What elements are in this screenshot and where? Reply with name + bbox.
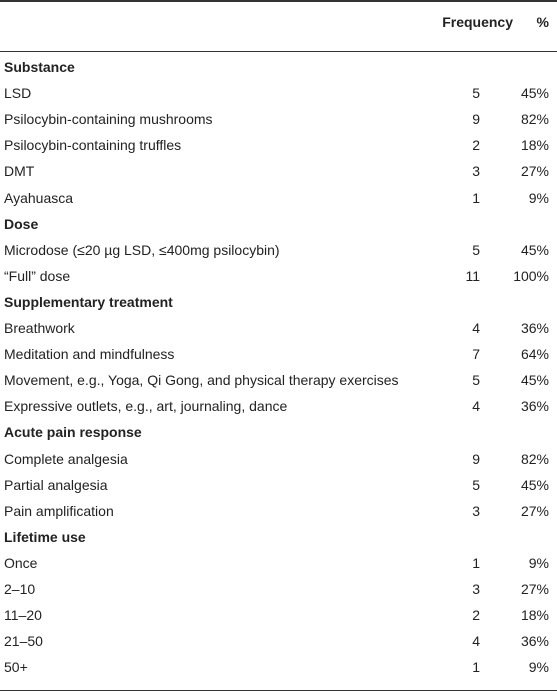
frequency-cell: 4 bbox=[472, 633, 480, 650]
percent-cell: 100% bbox=[513, 267, 549, 284]
table-row bbox=[0, 133, 557, 157]
frequency-cell: 2 bbox=[472, 607, 480, 624]
frequency-cell: 4 bbox=[472, 398, 480, 415]
table-row bbox=[0, 107, 557, 131]
table-row bbox=[0, 186, 557, 210]
percent-cell: 9% bbox=[528, 659, 549, 676]
percent-column-header: % bbox=[536, 14, 549, 30]
section-title: Acute pain response bbox=[4, 424, 142, 441]
section-header-row bbox=[0, 525, 557, 549]
percent-cell: 45% bbox=[520, 241, 549, 258]
frequency-cell: 1 bbox=[472, 189, 480, 206]
table-row bbox=[0, 394, 557, 418]
percent-cell: 82% bbox=[520, 111, 549, 128]
section-header-row bbox=[0, 55, 557, 79]
percent-cell: 45% bbox=[520, 372, 549, 389]
percent-cell: 82% bbox=[520, 450, 549, 467]
frequency-cell: 5 bbox=[472, 476, 480, 493]
row-label: 2–10 bbox=[4, 581, 36, 597]
table-header-row bbox=[0, 10, 557, 34]
row-label: LSD bbox=[4, 85, 32, 102]
row-label: “Full” dose bbox=[4, 267, 71, 284]
frequency-cell: 7 bbox=[472, 346, 480, 363]
row-label: Meditation and mindfulness bbox=[4, 346, 175, 363]
section-header-row bbox=[0, 290, 557, 314]
percent-cell: 27% bbox=[520, 502, 549, 519]
table-row bbox=[0, 159, 557, 183]
percent-cell: 9% bbox=[528, 554, 549, 571]
row-label: Expressive outlets, e.g., art, journaling, dance bbox=[4, 398, 288, 415]
table-row bbox=[0, 551, 557, 575]
percent-cell: 18% bbox=[520, 607, 549, 624]
frequency-cell: 9 bbox=[472, 111, 480, 128]
table-row bbox=[0, 629, 557, 653]
row-label: Once bbox=[4, 554, 38, 571]
row-label: Microdose (≤20 µg LSD, ≤400mg psilocybin) bbox=[4, 241, 280, 258]
table-row bbox=[0, 342, 557, 366]
header-divider-rule bbox=[0, 51, 557, 52]
percent-cell: 18% bbox=[520, 137, 549, 154]
frequency-cell: 1 bbox=[472, 554, 480, 571]
row-label: Movement, e.g., Yoga, Qi Gong, and physical therapy exercises bbox=[4, 372, 399, 389]
row-label: Psilocybin-containing mushrooms bbox=[4, 111, 213, 128]
table-row bbox=[0, 499, 557, 523]
row-label: Ayahuasca bbox=[4, 189, 74, 206]
table-row bbox=[0, 577, 557, 601]
section-title: Lifetime use bbox=[4, 528, 86, 545]
percent-cell: 45% bbox=[520, 476, 549, 493]
table-row bbox=[0, 655, 557, 679]
section-title: Substance bbox=[4, 59, 75, 75]
percent-cell: 27% bbox=[520, 163, 549, 180]
table-row bbox=[0, 264, 557, 288]
frequency-cell: 4 bbox=[472, 320, 480, 336]
table-row bbox=[0, 473, 557, 497]
percent-cell: 36% bbox=[520, 398, 549, 415]
percent-cell: 36% bbox=[520, 633, 549, 650]
row-label: 50+ bbox=[4, 659, 28, 676]
frequency-cell: 1 bbox=[472, 659, 480, 676]
frequency-cell: 5 bbox=[472, 372, 480, 389]
frequency-cell: 2 bbox=[472, 137, 480, 154]
percent-cell: 36% bbox=[520, 320, 549, 336]
table-row bbox=[0, 368, 557, 392]
table-bottom-rule bbox=[0, 690, 557, 691]
frequency-cell: 3 bbox=[472, 581, 480, 597]
section-title: Supplementary treatment bbox=[4, 293, 173, 310]
table-row bbox=[0, 447, 557, 471]
table-row bbox=[0, 238, 557, 262]
frequency-cell: 9 bbox=[472, 450, 480, 467]
frequency-cell: 3 bbox=[472, 163, 480, 180]
frequency-cell: 3 bbox=[472, 502, 480, 519]
section-title: Dose bbox=[4, 215, 39, 232]
section-header-row bbox=[0, 420, 557, 444]
table-row bbox=[0, 316, 557, 340]
percent-cell: 45% bbox=[520, 85, 549, 102]
row-label: Complete analgesia bbox=[4, 450, 128, 467]
table-row bbox=[0, 81, 557, 105]
row-label: DMT bbox=[4, 163, 35, 180]
percent-cell: 64% bbox=[520, 346, 549, 363]
row-label: Partial analgesia bbox=[4, 476, 108, 493]
row-label: 11–20 bbox=[4, 607, 42, 624]
row-label: Pain amplification bbox=[4, 502, 114, 519]
row-label: 21–50 bbox=[4, 633, 43, 650]
row-label: Psilocybin-containing truffles bbox=[4, 137, 182, 154]
percent-cell: 27% bbox=[520, 581, 549, 597]
table-top-rule bbox=[0, 0, 557, 2]
table-row bbox=[0, 603, 557, 627]
frequency-column-header: Frequency bbox=[442, 14, 513, 30]
percent-cell: 9% bbox=[528, 189, 549, 206]
section-header-row bbox=[0, 212, 557, 236]
frequency-cell: 5 bbox=[472, 85, 480, 102]
row-label: Breathwork bbox=[4, 320, 75, 336]
frequency-cell: 11 bbox=[465, 267, 480, 284]
frequency-cell: 5 bbox=[472, 241, 480, 258]
